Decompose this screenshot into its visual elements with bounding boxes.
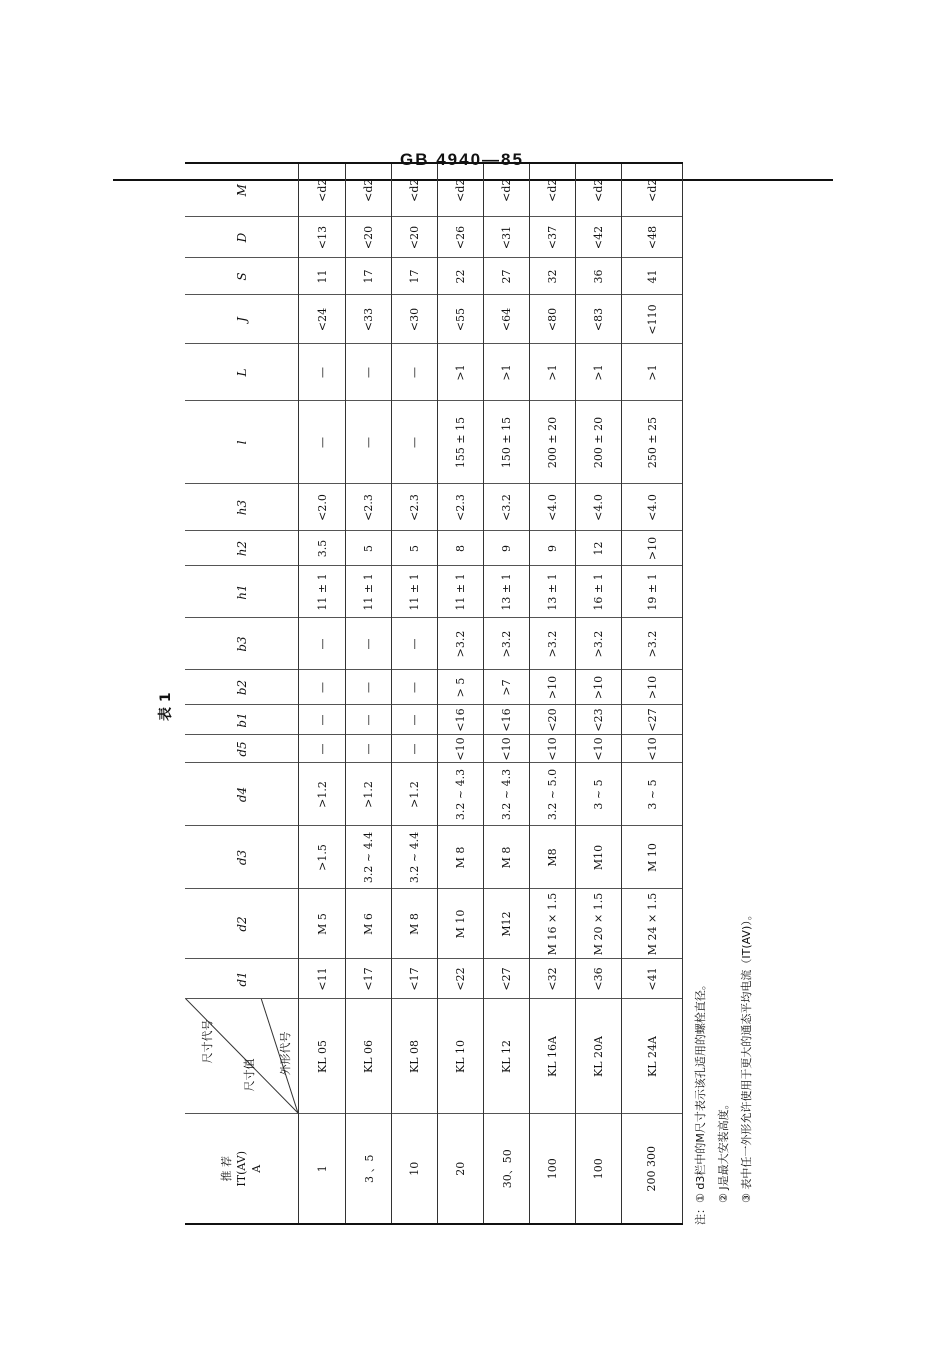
cell-l: — bbox=[299, 401, 346, 484]
cell-J: <64 bbox=[484, 295, 530, 344]
cell-S: 17 bbox=[346, 258, 392, 295]
cell-l: 200 ± 20 bbox=[576, 401, 622, 484]
cell-b3: >3.2 bbox=[530, 618, 576, 670]
cell-rated-current: 3 、5 bbox=[346, 1114, 392, 1224]
cell-b1: — bbox=[346, 705, 392, 735]
cell-D: <37 bbox=[530, 217, 576, 258]
cell-h3: <4.0 bbox=[576, 484, 622, 531]
cell-d3: M10 bbox=[576, 826, 622, 889]
cell-d3: M8 bbox=[530, 826, 576, 889]
cell-d5: <10 bbox=[484, 735, 530, 763]
cell-h2: >10 bbox=[622, 531, 683, 566]
cell-d5: <10 bbox=[530, 735, 576, 763]
cell-d3: >1.5 bbox=[299, 826, 346, 889]
cell-b1: <16 bbox=[438, 705, 484, 735]
outline-code-label: 外形代号 bbox=[279, 1031, 292, 1076]
cell-l: — bbox=[392, 401, 438, 484]
table-caption: 表 1 bbox=[158, 692, 174, 721]
cell-S: 27 bbox=[484, 258, 530, 295]
cell-d1: <22 bbox=[438, 959, 484, 999]
cell-b2: — bbox=[346, 670, 392, 705]
table-row bbox=[484, 163, 530, 1224]
cell-d1: <41 bbox=[622, 959, 683, 999]
rotated-table-block bbox=[155, 178, 753, 1225]
cell-h3: <4.0 bbox=[622, 484, 683, 531]
cell-outline-code: KL 10 bbox=[438, 999, 484, 1114]
cell-d4: 3 ~ 5 bbox=[622, 763, 683, 826]
col-d3: d3 bbox=[185, 826, 299, 889]
diagonal-header bbox=[185, 999, 299, 1114]
cell-rated-current: 10 bbox=[392, 1114, 438, 1224]
cell-L: — bbox=[392, 344, 438, 401]
cell-l: 150 ± 15 bbox=[484, 401, 530, 484]
table-row bbox=[622, 163, 683, 1224]
table-row bbox=[530, 163, 576, 1224]
cell-b1: <16 bbox=[484, 705, 530, 735]
cell-b1: — bbox=[392, 705, 438, 735]
cell-d4: 3.2 ~ 5.0 bbox=[530, 763, 576, 826]
cell-D: <42 bbox=[576, 217, 622, 258]
col-L: L bbox=[185, 344, 299, 401]
cell-J: <55 bbox=[438, 295, 484, 344]
table-row bbox=[299, 163, 346, 1224]
cell-h3: <2.3 bbox=[392, 484, 438, 531]
cell-b3: — bbox=[299, 618, 346, 670]
col-h3: h3 bbox=[185, 484, 299, 531]
cell-J: <80 bbox=[530, 295, 576, 344]
cell-D: <48 bbox=[622, 217, 683, 258]
cell-d3: M 8 bbox=[438, 826, 484, 889]
cell-b3: — bbox=[346, 618, 392, 670]
table-row bbox=[576, 163, 622, 1224]
cell-b2: — bbox=[299, 670, 346, 705]
table-row bbox=[438, 163, 484, 1224]
note-3: ③ 表中任一外形允许使用于更大的通态平均电流（IT(AV)）。 bbox=[740, 909, 753, 1203]
cell-outline-code: KL 06 bbox=[346, 999, 392, 1114]
cell-h2: 5 bbox=[346, 531, 392, 566]
cell-M: <d2 bbox=[576, 163, 622, 217]
col-M: M bbox=[185, 163, 299, 217]
cell-M: <d2 bbox=[484, 163, 530, 217]
cell-D: <20 bbox=[346, 217, 392, 258]
cell-d2: M 6 bbox=[346, 889, 392, 959]
cell-d4: >1.2 bbox=[392, 763, 438, 826]
col-d1: d1 bbox=[185, 959, 299, 999]
cell-d1: <17 bbox=[346, 959, 392, 999]
cell-d1: <11 bbox=[299, 959, 346, 999]
cell-b3: >3.2 bbox=[438, 618, 484, 670]
cell-L: >1 bbox=[438, 344, 484, 401]
cell-h1: 11 ± 1 bbox=[438, 566, 484, 618]
col-d5: d5 bbox=[185, 735, 299, 763]
cell-M: <d2 bbox=[346, 163, 392, 217]
cell-b2: — bbox=[392, 670, 438, 705]
cell-d2: M 16 × 1.5 bbox=[530, 889, 576, 959]
cell-b2: >10 bbox=[576, 670, 622, 705]
cell-rated-current: 200 300 bbox=[622, 1114, 683, 1224]
cell-J: <33 bbox=[346, 295, 392, 344]
rated-unit: A bbox=[250, 1164, 263, 1173]
cell-h3: <2.3 bbox=[438, 484, 484, 531]
cell-outline-code: KL 24A bbox=[622, 999, 683, 1114]
cell-M: <d2 bbox=[392, 163, 438, 217]
cell-d5: — bbox=[346, 735, 392, 763]
cell-M: <d2 bbox=[438, 163, 484, 217]
rated-label: 推 荐 bbox=[220, 1156, 233, 1182]
col-h1: h1 bbox=[185, 566, 299, 618]
cell-h1: 11 ± 1 bbox=[346, 566, 392, 618]
col-J: J bbox=[185, 295, 299, 344]
cell-L: >1 bbox=[530, 344, 576, 401]
cell-d2: M 8 bbox=[392, 889, 438, 959]
table-notes bbox=[689, 909, 758, 1225]
cell-outline-code: KL 12 bbox=[484, 999, 530, 1114]
cell-d4: 3.2 ~ 4.3 bbox=[484, 763, 530, 826]
cell-S: 36 bbox=[576, 258, 622, 295]
cell-S: 32 bbox=[530, 258, 576, 295]
cell-D: <26 bbox=[438, 217, 484, 258]
cell-S: 11 bbox=[299, 258, 346, 295]
cell-S: 17 bbox=[392, 258, 438, 295]
cell-b1: <20 bbox=[530, 705, 576, 735]
cell-h2: 12 bbox=[576, 531, 622, 566]
cell-h2: 5 bbox=[392, 531, 438, 566]
cell-d2: M 24 × 1.5 bbox=[622, 889, 683, 959]
dim-value-label: 尺寸值 bbox=[243, 1058, 256, 1092]
cell-d3: 3.2 ~ 4.4 bbox=[392, 826, 438, 889]
cell-h2: 8 bbox=[438, 531, 484, 566]
cell-h1: 13 ± 1 bbox=[530, 566, 576, 618]
cell-d1: <36 bbox=[576, 959, 622, 999]
cell-d5: — bbox=[299, 735, 346, 763]
cell-L: >1 bbox=[622, 344, 683, 401]
cell-b2: > 5 bbox=[438, 670, 484, 705]
cell-S: 22 bbox=[438, 258, 484, 295]
cell-J: <83 bbox=[576, 295, 622, 344]
col-d4: d4 bbox=[185, 763, 299, 826]
table-row bbox=[346, 163, 392, 1224]
col-b2: b2 bbox=[185, 670, 299, 705]
cell-rated-current: 20 bbox=[438, 1114, 484, 1224]
cell-h3: <3.2 bbox=[484, 484, 530, 531]
dimension-table bbox=[185, 162, 683, 1225]
cell-L: >1 bbox=[484, 344, 530, 401]
cell-d2: M 5 bbox=[299, 889, 346, 959]
cell-b1: — bbox=[299, 705, 346, 735]
cell-b2: >10 bbox=[622, 670, 683, 705]
cell-b3: >3.2 bbox=[622, 618, 683, 670]
cell-l: 155 ± 15 bbox=[438, 401, 484, 484]
cell-d5: — bbox=[392, 735, 438, 763]
col-l: l bbox=[185, 401, 299, 484]
cell-l: 200 ± 20 bbox=[530, 401, 576, 484]
cell-h2: 9 bbox=[530, 531, 576, 566]
cell-l: 250 ± 25 bbox=[622, 401, 683, 484]
col-d2: d2 bbox=[185, 889, 299, 959]
cell-L: — bbox=[299, 344, 346, 401]
cell-d4: 3.2 ~ 4.3 bbox=[438, 763, 484, 826]
cell-d1: <32 bbox=[530, 959, 576, 999]
cell-M: <d2 bbox=[299, 163, 346, 217]
col-h2: h2 bbox=[185, 531, 299, 566]
cell-h1: 19 ± 1 bbox=[622, 566, 683, 618]
cell-h1: 13 ± 1 bbox=[484, 566, 530, 618]
col-b3: b3 bbox=[185, 618, 299, 670]
cell-h2: 9 bbox=[484, 531, 530, 566]
cell-rated-current: 30、50 bbox=[484, 1114, 530, 1224]
cell-d3: M 10 bbox=[622, 826, 683, 889]
dim-code-label: 尺寸代号 bbox=[201, 1019, 214, 1064]
cell-rated-current: 100 bbox=[530, 1114, 576, 1224]
cell-d3: 3.2 ~ 4.4 bbox=[346, 826, 392, 889]
cell-D: <31 bbox=[484, 217, 530, 258]
cell-b3: >3.2 bbox=[576, 618, 622, 670]
cell-J: <30 bbox=[392, 295, 438, 344]
cell-b2: >10 bbox=[530, 670, 576, 705]
cell-b2: >7 bbox=[484, 670, 530, 705]
cell-d2: M12 bbox=[484, 889, 530, 959]
cell-J: <110 bbox=[622, 295, 683, 344]
standard-code: GB 4940—85 bbox=[400, 150, 524, 169]
cell-d4: >1.2 bbox=[299, 763, 346, 826]
cell-outline-code: KL 20A bbox=[576, 999, 622, 1114]
cell-L: — bbox=[346, 344, 392, 401]
cell-D: <20 bbox=[392, 217, 438, 258]
cell-h3: <2.0 bbox=[299, 484, 346, 531]
cell-d5: <10 bbox=[622, 735, 683, 763]
cell-d2: M 20 × 1.5 bbox=[576, 889, 622, 959]
cell-h1: 11 ± 1 bbox=[392, 566, 438, 618]
cell-M: <d2 bbox=[530, 163, 576, 217]
note-1: 注：① d3栏中的M尺寸表示该孔适用的螺栓直径。 bbox=[694, 979, 707, 1225]
cell-b1: <23 bbox=[576, 705, 622, 735]
cell-h3: <4.0 bbox=[530, 484, 576, 531]
table-row bbox=[392, 163, 438, 1224]
cell-h1: 11 ± 1 bbox=[299, 566, 346, 618]
cell-d4: >1.2 bbox=[346, 763, 392, 826]
cell-b1: <27 bbox=[622, 705, 683, 735]
cell-L: >1 bbox=[576, 344, 622, 401]
cell-d1: <17 bbox=[392, 959, 438, 999]
col-b1: b1 bbox=[185, 705, 299, 735]
cell-b3: — bbox=[392, 618, 438, 670]
header-row bbox=[185, 163, 299, 1224]
cell-d1: <27 bbox=[484, 959, 530, 999]
cell-outline-code: KL 05 bbox=[299, 999, 346, 1114]
cell-d5: <10 bbox=[576, 735, 622, 763]
col-S: S bbox=[185, 258, 299, 295]
cell-h2: 3.5 bbox=[299, 531, 346, 566]
cell-outline-code: KL 16A bbox=[530, 999, 576, 1114]
cell-rated-current: 1 bbox=[299, 1114, 346, 1224]
cell-rated-current: 100 bbox=[576, 1114, 622, 1224]
cell-J: <24 bbox=[299, 295, 346, 344]
cell-S: 41 bbox=[622, 258, 683, 295]
cell-b3: >3.2 bbox=[484, 618, 530, 670]
cell-d2: M 10 bbox=[438, 889, 484, 959]
cell-l: — bbox=[346, 401, 392, 484]
col-D: D bbox=[185, 217, 299, 258]
cell-h3: <2.3 bbox=[346, 484, 392, 531]
cell-d3: M 8 bbox=[484, 826, 530, 889]
cell-d4: 3 ~ 5 bbox=[576, 763, 622, 826]
cell-M: <d2 bbox=[622, 163, 683, 217]
note-2: ② J是最大安装高度。 bbox=[717, 1098, 730, 1203]
cell-D: <13 bbox=[299, 217, 346, 258]
rated-current-header bbox=[185, 1114, 299, 1224]
cell-d5: <10 bbox=[438, 735, 484, 763]
cell-outline-code: KL 08 bbox=[392, 999, 438, 1114]
rated-symbol: IT(AV) bbox=[235, 1150, 248, 1187]
cell-h1: 16 ± 1 bbox=[576, 566, 622, 618]
